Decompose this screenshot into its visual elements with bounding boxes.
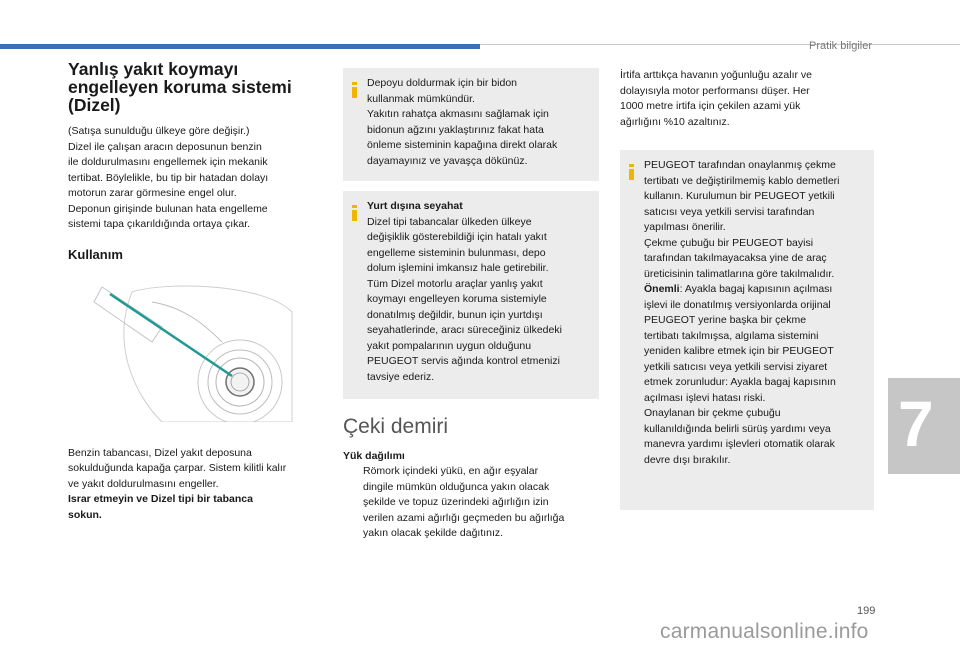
info-box-towbar: PEUGEOT tarafından onaylanmış çekme tertibatı ve değiştirilmemiş kablo demetleri kullanın. Kurulumun bir PEUGEOT yetkili satıcısı veya yetkili servisi tarafından yapılması önerilir. Çekme çubuğu bir PEUGEOT bayisi tarafından takılmayacaksa yine de araç üreticisinin talimatlarına göre takılmalıdır. Önemli: Ayakla bagaj kapısının açılması işlevi ile donatılmış versiyonlarda orijinal PEUGEOT yerine başka bir çekme tertibatı takılmışsa, algılama sistemini yeniden kalibre etmek için bir PEUGEOT yetkili satıcısı veya yetkili servisi ziyaret etmek zorunludur: Ayakla bagaj kapısının açılması işlevi hatası riski. Onaylanan bir çekme çubuğu kullanıldığında belirli sürüş yardımı veya manevra yardımı işlevleri otomatik olarak devre dışı bırakılır. <box>620 150 874 510</box>
info-box-jerrycan: Depoyu doldurmak için bir bidon kullanmak mümkündür. Yakıtın rahatça akmasını sağlamak için bidonun ağzını yaklaştırınız fakat hata önleme sisteminin kapağına direkt olarak dayamayınız ve yavaşça dökünüz. <box>343 68 599 181</box>
important-line: Önemli: Ayakla bagaj kapısının açılması <box>644 283 833 295</box>
filler-flap-outline <box>124 286 292 422</box>
chapter-tab: 7 <box>888 378 960 474</box>
info-box-title: Yurt dışına seyahat <box>367 200 463 212</box>
usage-paragraph: Benzin tabancası, Dizel yakıt deposuna sokulduğunda kapağa çarpar. Sistem kilitli kalır ve yakıt doldurulmasını engeller. Israr etmeyin ve Dizel tipi bir tabanca sokun. <box>68 446 287 521</box>
info-icon <box>352 205 357 221</box>
info-box-travel-abroad: Yurt dışına seyahat Dizel tipi tabancalar ülkeden ülkeye değişiklik gösterebildiği için hatalı yakıt engelleme sisteminin bulunması, depo dolum işlemini imkansız hale getirebilir. Tüm Dizel motorlu araçlar yanlış yakıt koymayı engelleyen koruma sistemiyle donatılmış değildir, bunun için yurtdışı seyahatlerinde, aracı süreceğiniz ülkedeki yakıt pompalarının uygun olduğunu PEUGEOT servis ağında kontrol etmenizi tavsiye ederiz. <box>343 191 599 399</box>
nozzle-outline <box>94 287 162 342</box>
header-rule <box>480 44 960 45</box>
column-right <box>620 68 874 510</box>
info-icon <box>352 82 357 98</box>
usage-heading: Kullanım <box>68 246 123 262</box>
watermark: carmanualsonline.info <box>660 620 869 643</box>
list-item: Römork içindeki yükü, en ağır eşyalar dingile mümkün olduğunca yakın olacak şekilde ve topuz üzerindeki ağırlığın izin verilen azami ağırlığı geçmeden bu ağırlığa yakın olacak şekilde dağıtınız. <box>363 465 565 539</box>
altitude-paragraph: İrtifa arttıkça havanın yoğunluğu azalır ve dolayısıyla motor performansı düşer. Her 1000 metre irtifa için çekilen azami yük ağırlığını %10 azaltınız. <box>620 69 813 128</box>
load-distribution-heading: Yük dağılımı <box>343 449 405 462</box>
towbar-heading: Çeki demiri <box>343 415 449 438</box>
column-left <box>68 60 326 523</box>
section-header: Pratik bilgiler <box>809 40 872 52</box>
page-number: 199 <box>857 605 876 617</box>
fuel-filler-illustration <box>92 282 302 422</box>
header-accent-bar <box>0 44 480 49</box>
intro-paragraph: (Satışa sunulduğu ülkeye göre değişir.) Dizel ile çalışan aracın deposunun benzin ile doldurulmasını engellemek için mekanik tertibat. Böylelikle, bu tip bir hatadan dolayı motorun zarar görmesine engel olur. Deponun girişinde bulunan hata engelleme sistemi tapa çıkarıldığında ortaya çıkar. <box>68 125 269 230</box>
section-title: Yanlış yakıt koymayı engelleyen koruma sistemi (Dizel) <box>68 59 292 115</box>
flap-hinge-line <box>152 302 222 342</box>
info-icon <box>629 164 634 180</box>
misfuel-device-flap <box>226 368 254 396</box>
column-middle <box>343 68 599 542</box>
